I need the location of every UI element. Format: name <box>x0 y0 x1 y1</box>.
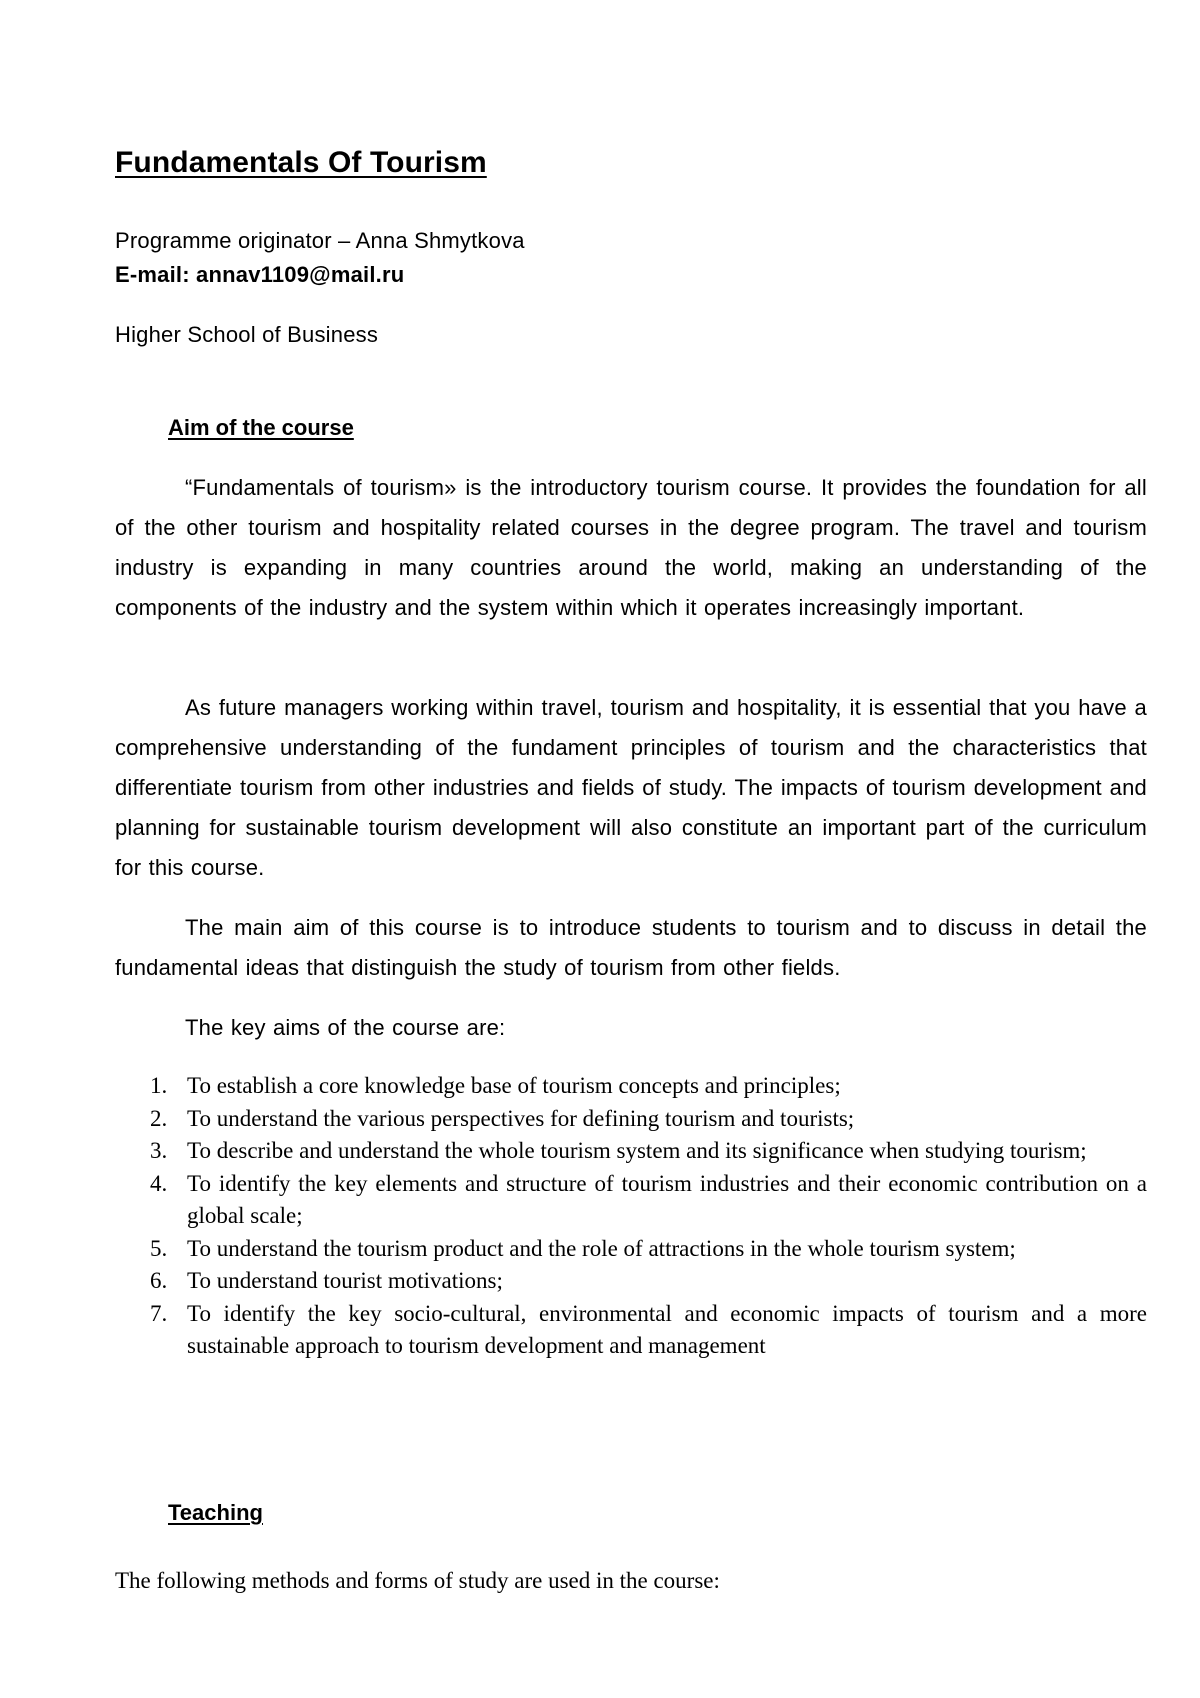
aim-paragraph-1: “Fundamentals of tourism» is the introductory tourism course. It provides the foundation for all of the other tourism and hospitality related courses in the degree program. The travel and tourism industry is expanding in many countries around the world, making an understanding of the components of the industry and the system within which it operates increasingly important. <box>115 475 1147 620</box>
document-title: Fundamentals Of Tourism <box>115 146 487 179</box>
teaching-intro: The following methods and forms of study are used in the course: <box>115 1568 720 1593</box>
aim-paragraph-3: The main aim of this course is to introduce students to tourism and to discuss in detail the fundamental ideas that distinguish the study of tourism from other fields. <box>115 915 1147 980</box>
school-name: Higher School of Business <box>115 322 379 347</box>
key-aims-list <box>115 1070 1147 1363</box>
aim-paragraph-2: As future managers working within travel, tourism and hospitality, it is essential that you have a comprehensive understanding of the fundament principles of tourism and the characteristics that differentiate tourism from other industries and fields of study. The impacts of tourism development and planning for sustainable tourism development will also constitute an important part of the curriculum for this course. <box>115 695 1147 880</box>
list-item: 5. To understand the tourism product and the role of attractions in the whole tourism system; <box>150 1235 1016 1261</box>
teaching-heading: Teaching <box>168 1500 263 1525</box>
list-item: 1. To establish a core knowledge base of tourism concepts and principles; <box>150 1073 841 1098</box>
list-item: 2. To understand the various perspectives for defining tourism and tourists; <box>150 1105 855 1131</box>
programme-originator: Programme originator – Anna Shmytkova <box>115 228 525 253</box>
list-item: 4. To identify the key elements and structure of tourism industries and their economic contribution on a global scale; <box>150 1170 1147 1228</box>
key-aims-intro: The key aims of the course are: <box>185 1015 506 1040</box>
list-item: 6. To understand tourist motivations; <box>150 1268 503 1293</box>
list-item: 7. To identify the key socio-cultural, environmental and economic impacts of tourism and a more sustainable approach to tourism development and management <box>150 1300 1147 1358</box>
email-line: E-mail: annav1109@mail.ru <box>115 262 405 287</box>
aim-heading: Aim of the course <box>168 415 354 440</box>
list-item: 3. To describe and understand the whole tourism system and its significance when studying tourism; <box>150 1138 1087 1163</box>
